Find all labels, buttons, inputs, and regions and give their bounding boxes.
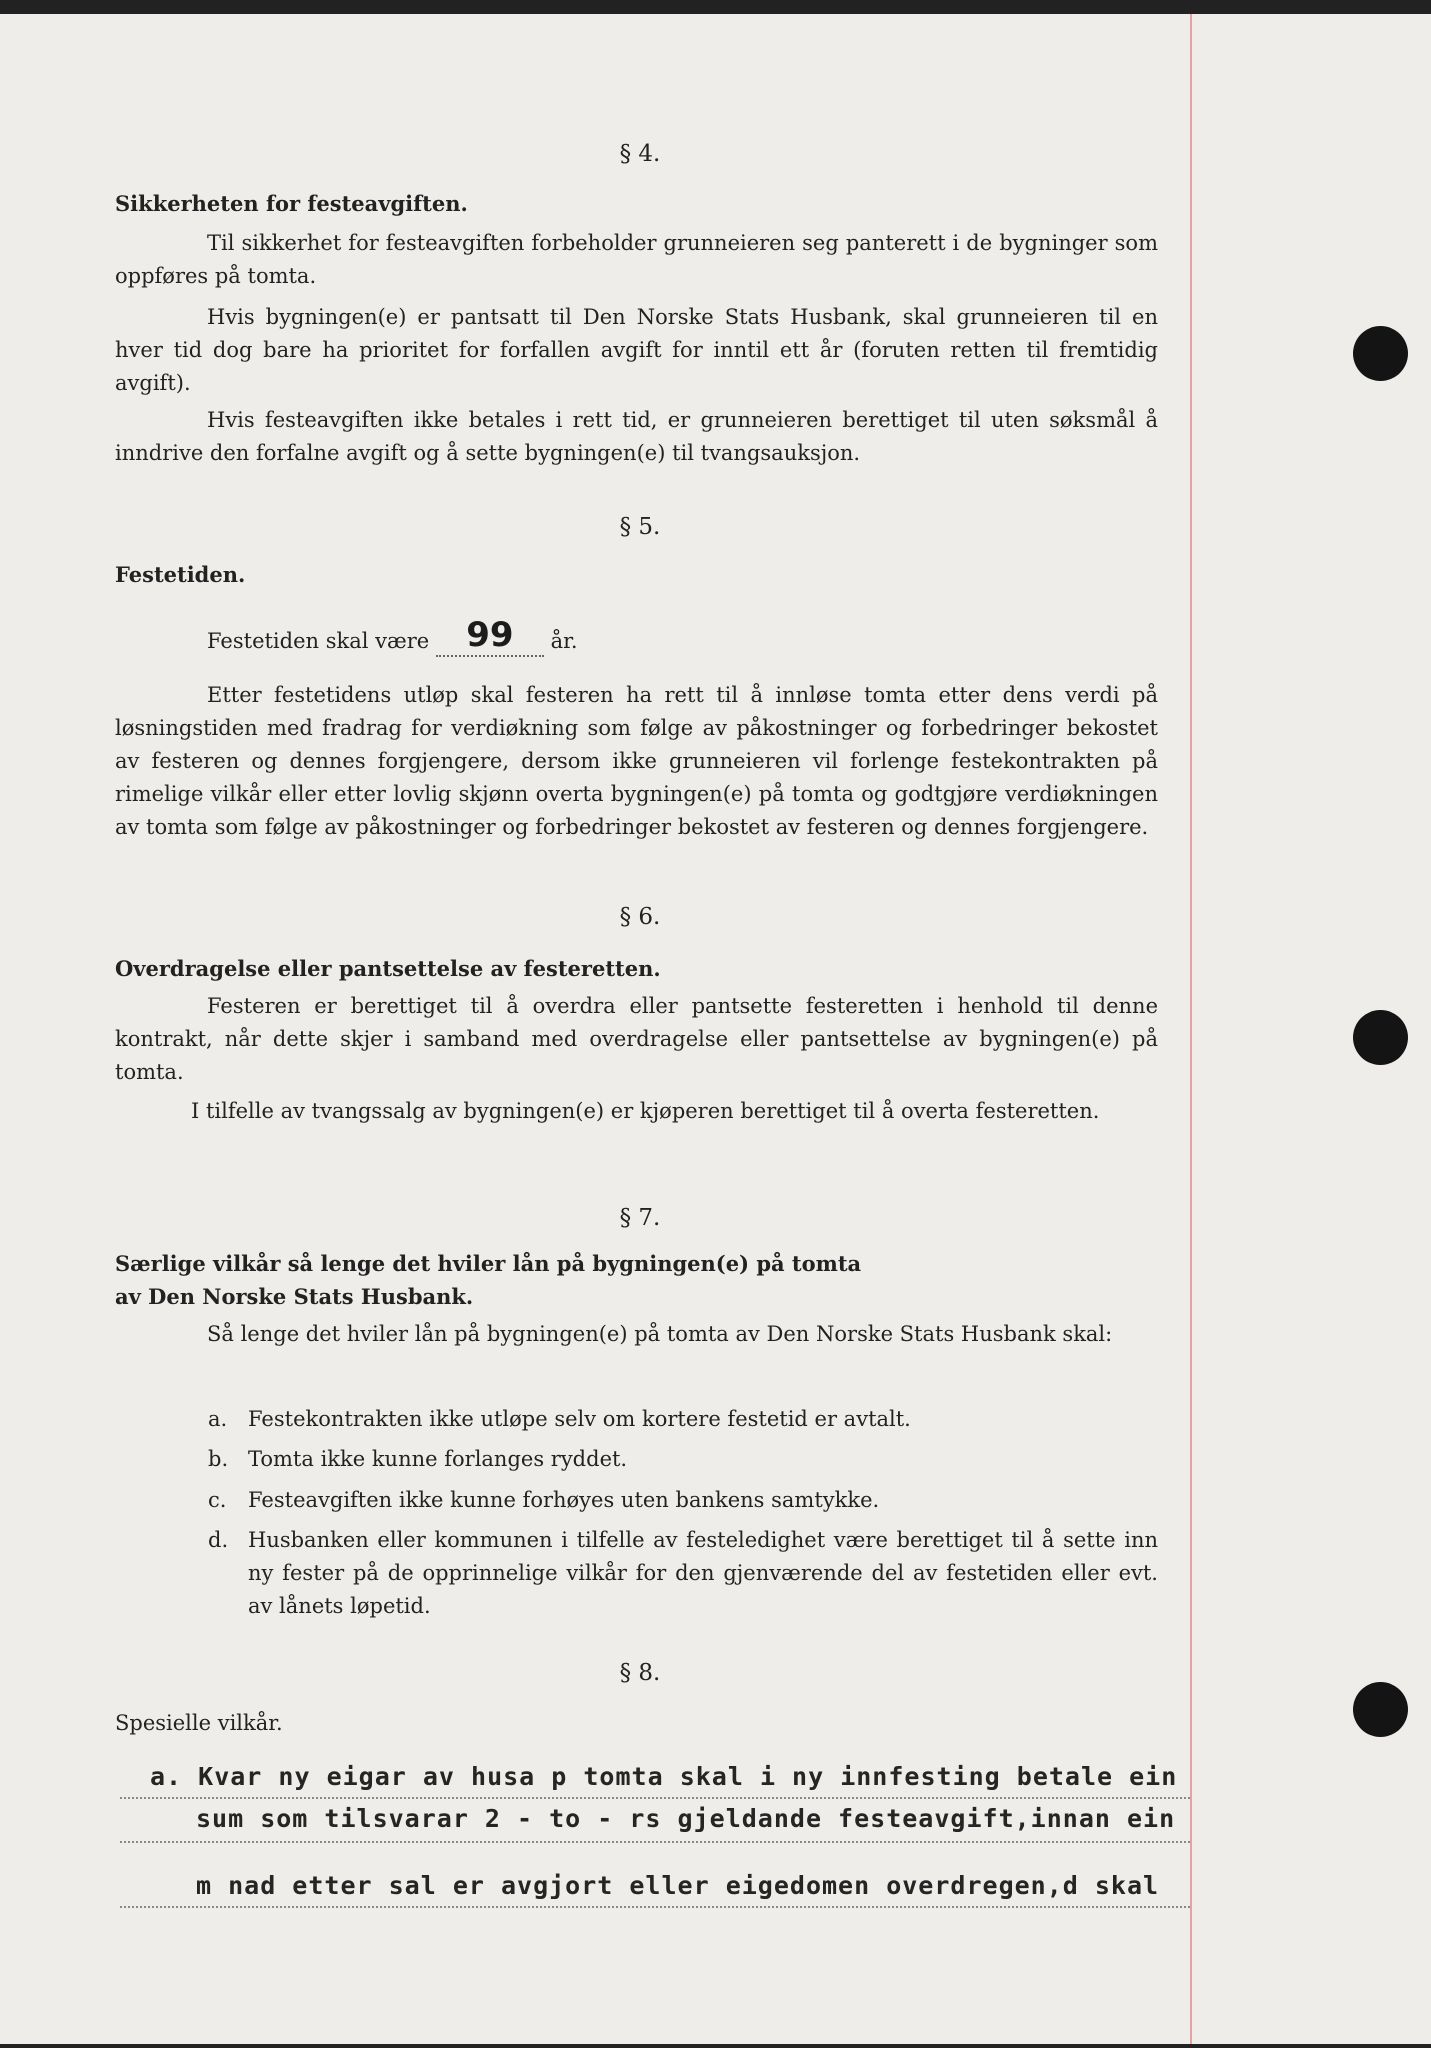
festetid-line [207,617,578,659]
section-5-heading: § 5. [619,514,661,540]
list-item-text: Tomta ikke kunne forlanges ryddet. [248,1447,628,1471]
punch-hole [1353,1682,1408,1737]
punch-hole [1353,326,1408,381]
list-item-label: b. [208,1447,229,1471]
section-6-heading: § 6. [619,904,661,930]
typed-line-2: sum som tilsvarar 2 - to - rs gjeldande festeavgift,innan ein [196,1804,1176,1833]
section-7-title-line-2: av Den Norske Stats Husbank. [115,1284,474,1309]
section-8-title: Spesielle vilkår. [115,1711,283,1735]
festetid-suffix: år. [550,629,578,653]
section-7-title-line-1: Særlige vilkår så lenge det hviler lån på bygningen(e) på tomta [115,1251,862,1276]
punch-hole [1353,1010,1408,1065]
section-6-title: Overdragelse eller pantsettelse av festeretten. [115,956,661,981]
document-page [0,14,1431,2044]
section-8-heading: § 8. [619,1660,661,1686]
dotted-rule [120,1841,1190,1843]
festetid-years: 99 [466,615,514,655]
list-item-label: c. [208,1488,227,1512]
section-4-paragraph-1: Til sikkerhet for festeavgiften forbeholder grunneieren seg panterett i de bygninger som oppføres på tomta. [115,231,1158,288]
section-4-title: Sikkerheten for festeavgiften. [115,191,468,216]
section-4-paragraph-3: Hvis festeavgiften ikke betales i rett tid, er grunneieren berettiget til uten søksmål å inndrive den forfalne avgift og å sette bygningen(e) til tvangsauksjon. [115,408,1158,465]
section-7-heading: § 7. [619,1205,661,1231]
festetid-prefix: Festetiden skal være [207,629,430,653]
section-6-paragraph-2: I tilfelle av tvangssalg av bygningen(e) er kjøperen berettiget til å overta festeretten. [191,1099,1100,1123]
section-5-paragraph-1: Etter festetidens utløp skal festeren ha rett til å innløse tomta etter dens verdi på løsningstiden med fradrag for verdiøkning som følge av påkostninger og forbedringer bekostet av festeren og dennes forgjengere, dersom ikke grunneieren vil forlenge festekontrakten på rimelige vilkår eller etter lovlig skjønn overta bygningen(e) på tomta og godtgjøre verdiøkningen av tomta som følge av påkostninger og forbedringer bekostet av festeren og dennes forgjengere. [115,683,1158,839]
list-item-text: Festeavgiften ikke kunne forhøyes uten bankens samtykke. [248,1488,880,1512]
list-item-text: Husbanken eller kommunen i tilfelle av festeledighet være berettiget til å sette inn ny fester på de opprinnelige vilkår for den gjenværende del av festetiden eller evt. av lånets løpetid. [248,1528,1158,1618]
list-item-text: Festekontrakten ikke utløpe selv om kortere festetid er avtalt. [248,1407,911,1431]
typed-line-1: a. Kvar ny eigar av husa p tomta skal i ny innfesting betale ein [150,1762,1178,1791]
section-5-title: Festetiden. [115,562,246,587]
section-4-heading: § 4. [619,141,661,167]
dotted-rule [120,1797,1190,1799]
typed-line-3: m nad etter sal er avgjort eller eigedomen overdregen,d skal [196,1871,1160,1900]
dotted-rule [120,1906,1190,1908]
section-7-intro: Så lenge det hviler lån på bygningen(e) på tomta av Den Norske Stats Husbank skal: [207,1322,1113,1346]
festetid-years-field [436,615,544,657]
list-item-label: a. [208,1407,228,1431]
list-item-label: d. [208,1528,229,1552]
margin-line [1190,14,1192,2044]
section-6-paragraph-1: Festeren er berettiget til å overdra eller pantsette festeretten i henhold til denne kontrakt, når dette skjer i samband med overdragelse eller pantsettelse av bygningen(e) på tomta. [115,994,1158,1084]
section-4-paragraph-2: Hvis bygningen(e) er pantsatt til Den Norske Stats Husbank, skal grunneieren til en hver tid dog bare ha prioritet for forfallen avgift for inntil ett år (foruten retten til fremtidig avgift). [115,305,1158,395]
